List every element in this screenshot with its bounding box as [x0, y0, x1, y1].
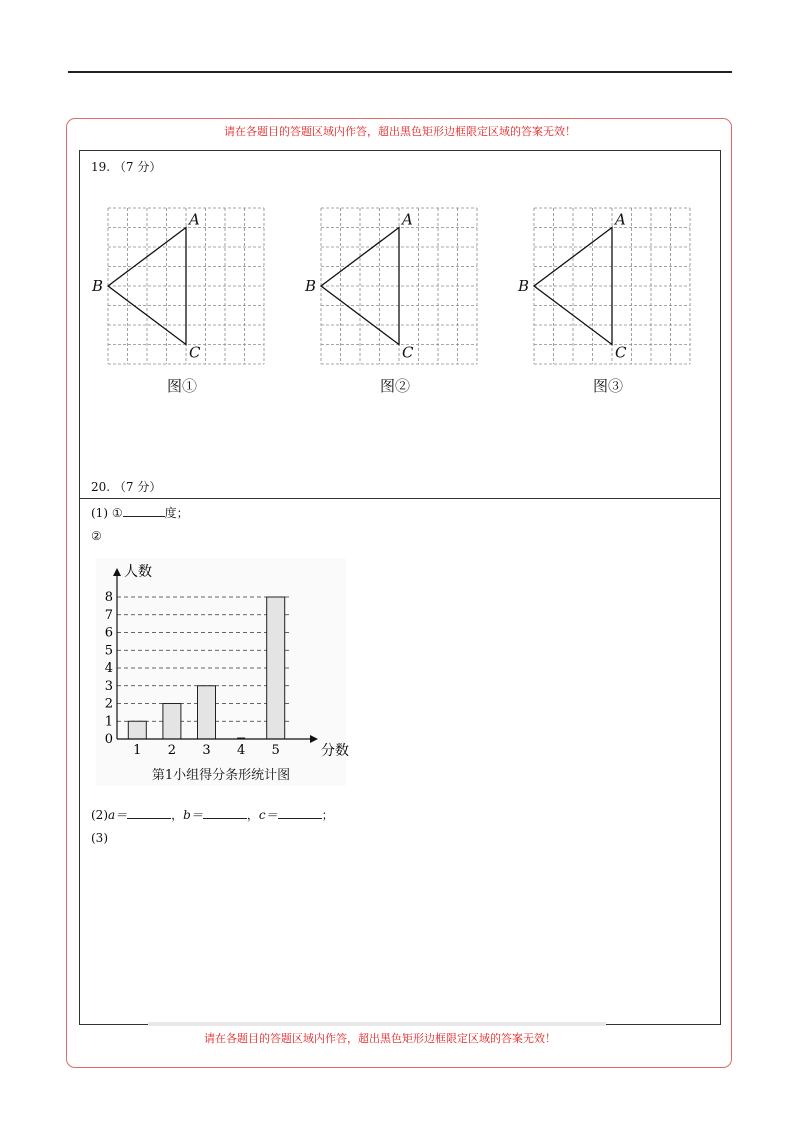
chart-title: 第1小组得分条形统计图 [151, 768, 291, 783]
y-axis-label: 人数 [124, 564, 152, 580]
q19-figure-3 [518, 200, 698, 370]
x-tick-label: 4 [236, 743, 246, 758]
part2-sep1: ， [171, 808, 184, 822]
part2-b-blank[interactable] [203, 806, 247, 819]
part2-prefix: (2) [91, 808, 108, 822]
vertex-b-label: B [92, 277, 104, 295]
x-tick-label: 1 [133, 743, 142, 758]
vertex-a-label: A [189, 210, 200, 229]
y-tick-label: 2 [104, 696, 113, 712]
figure-caption-2: 图② [380, 377, 411, 395]
y-tick-label: 1 [104, 714, 113, 730]
part1-prefix: (1) ① [91, 506, 123, 520]
part1-blank[interactable] [123, 504, 165, 517]
y-tick-label: 6 [104, 625, 113, 641]
bar [163, 704, 181, 740]
part2-b-label: b＝ [183, 808, 203, 822]
header-rule [68, 71, 732, 73]
bottom-shadow [148, 1022, 606, 1026]
top-warning: 请在各题目的答题区域内作答，超出黑色矩形边框限定区域的答案无效！ [224, 125, 576, 138]
y-axis-arrow [113, 568, 121, 576]
q19-heading: 19. （7 分） [91, 160, 162, 174]
x-axis-label: 分数 [321, 743, 349, 759]
part2-c-label: c＝ [258, 808, 278, 822]
q19-figure-1 [92, 200, 272, 370]
vertex-c-label: C [189, 343, 201, 362]
part2-end: ； [321, 808, 334, 822]
vertex-c-label: C [402, 343, 414, 362]
y-tick-label: 0 [104, 732, 113, 747]
part2-c-blank[interactable] [278, 806, 322, 819]
vertex-b-label: B [518, 277, 530, 295]
bar [198, 686, 216, 739]
bar [267, 597, 285, 739]
vertex-a-label: A [402, 210, 413, 229]
part2-a-blank[interactable] [127, 806, 171, 819]
bottom-warning: 请在各题目的答题区域内作答，超出黑色矩形边框限定区域的答案无效！ [204, 1032, 556, 1045]
x-tick-label: 5 [271, 743, 280, 758]
vertex-b-label: B [305, 277, 317, 295]
bar-chart [96, 558, 349, 786]
part2-a-label: a＝ [108, 808, 128, 822]
figure-caption-1: 图① [167, 377, 198, 395]
x-tick-label: 2 [167, 743, 177, 758]
x-tick-label: 3 [202, 743, 211, 758]
y-tick-label: 4 [104, 661, 113, 676]
y-tick-label: 5 [104, 643, 113, 659]
question-divider [79, 498, 721, 499]
q20-part1 [91, 504, 189, 521]
q20-part1-sub2: ② [91, 529, 102, 543]
part1-suffix: 度； [164, 506, 189, 520]
vertex-c-label: C [615, 343, 627, 362]
vertex-a-label: A [615, 210, 626, 229]
bar-chart-svg [96, 558, 349, 764]
bar [128, 721, 146, 739]
y-tick-label: 7 [104, 607, 113, 623]
x-axis-arrow [310, 735, 318, 743]
y-tick-label: 3 [104, 678, 113, 694]
y-tick-label: 8 [104, 590, 113, 605]
q19-figure-2 [305, 200, 485, 370]
q20-part2 [91, 806, 334, 823]
q20-part3: (3) [91, 831, 108, 845]
figure-caption-3: 图③ [593, 377, 624, 395]
part2-sep2: ， [246, 808, 259, 822]
q20-heading: 20. （7 分） [91, 480, 162, 494]
